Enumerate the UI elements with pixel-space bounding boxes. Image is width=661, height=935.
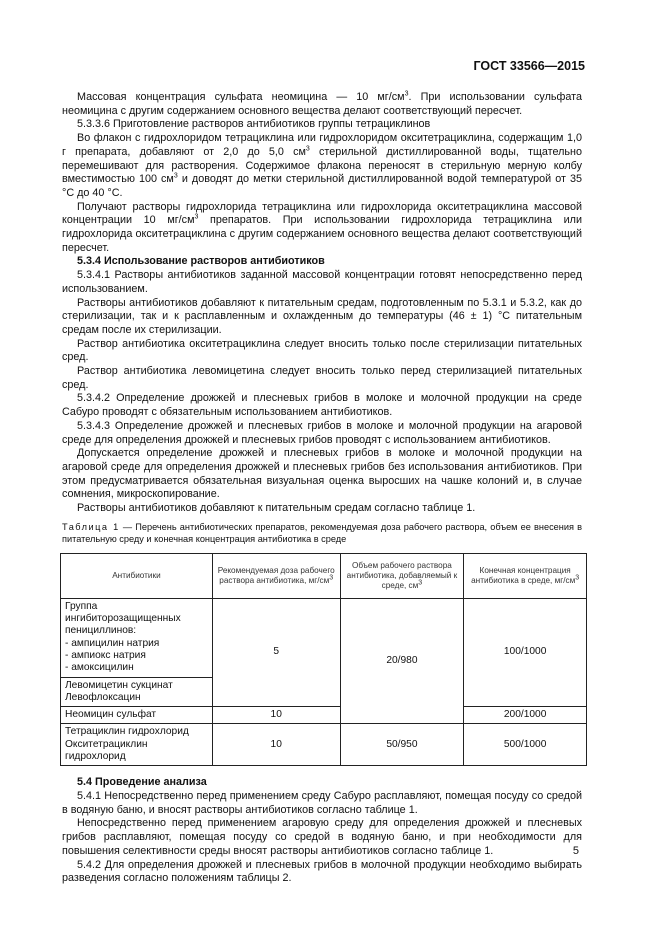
- page-number: 5: [572, 845, 579, 857]
- cell-tetracycline-volume: 50/950: [340, 724, 464, 766]
- cell-tetracycline-dose: 10: [212, 724, 340, 766]
- cell-neomycin: Неомицин сульфат: [61, 707, 213, 724]
- paragraph-5-4-1: 5.4.1 Непосредственно перед применением среду Сабуро расплавляют, помещая посуду со средой в водяную баню, и вносят растворы антибиотиков согласно таблице 1.: [62, 790, 582, 816]
- column-header-concentration: Конечная концентрация антибиотика в среде, $мг/см^3$: [464, 553, 587, 598]
- paragraph-table-reference: Растворы антибиотиков добавляют к питательным средам согласно таблице 1.: [77, 502, 476, 515]
- table-row: [61, 707, 587, 724]
- cell-tetracycline: Тетрациклин гидрохлорид Окситетрациклин гидрохлорид: [61, 724, 213, 766]
- paragraph-without-antibiotics: Допускается определение дрожжей и плесневых грибов в молоке и молочной продукции на агаровой среде для определения дрожжей и плесневых грибов без использования антибиотиков. При этом предусматривается обязательная визуальная оценка выросших на чашке колоний и, в случае сомнения, микроскопирование.: [62, 447, 582, 501]
- document-header: ГОСТ 33566—2015: [473, 59, 585, 73]
- paragraph-flask-preparation: Во флакон с гидрохлоридом тетрациклина или гидрохлоридом окситетрациклина, содержащим 1,0 г препарата, добавляют от 2,0 до 5,0 $см^3$ стерильной дистиллированной воды, тщательно перемешивают для растворения. Содержимое флакона переносят в стерильную мерную колбу вместимостью 100 $см^3$ и доводят до метки стерильной дистиллированной водой температурой от 35 °С до 40 °С.: [62, 132, 582, 199]
- document-body: [62, 91, 582, 886]
- paragraph-levomycetin: Раствор антибиотика левомицетина следует вносить только перед стерилизацией питательных сред.: [62, 365, 582, 391]
- paragraph-agar-melting: Непосредственно перед применением агаровую среду для определения дрожжей и плесневых грибов расплавляют, помещая посуду со средой в водяную баню, и при необходимости для повышения селективности среды вносят растворы антибиотиков согласно таблице 1.: [62, 817, 582, 857]
- paragraph-5-3-4-2: 5.3.4.2 Определение дрожжей и плесневых грибов в молоке и молочной продукции на среде Сабуро проводят с обязательным использованием антибиотиков.: [62, 392, 582, 419]
- paragraph-neomycin-concentration: Массовая концентрация сульфата неомицина — 10 $мг/см^3$. При использовании сульфата неомицина с другим содержанием основного вещества делают соответствующий пересчет.: [62, 90, 582, 117]
- antibiotics-table: [60, 553, 587, 767]
- column-header-volume: Объем рабочего раствора антибиотика, добавляемый к среде, $см^3$: [340, 553, 464, 598]
- table-caption: [62, 521, 582, 546]
- column-header-antibiotics: Антибиотики: [61, 553, 213, 598]
- cell-penicillins: Группа ингибиторозащищенных пенициллинов: - ампицилин натрия - ампиокс натрия - амоксицилин: [61, 598, 213, 677]
- cell-neomycin-conc: 200/1000: [464, 707, 587, 724]
- paragraph-adding-antibiotics: Растворы антибиотиков добавляют к питательным средам, подготовленным по 5.3.1 и 5.3.2, как до стерилизации, так и к расплавленным и охлажденным до температуры (46 ± 1) °С питательным средам после их стерилизации.: [62, 296, 582, 336]
- paragraph-5-3-4-1: 5.3.4.1 Растворы антибиотиков заданной массовой концентрации готовят непосредственно перед использованием.: [62, 269, 582, 295]
- paragraph-tetracycline-solutions: Получают растворы гидрохлорида тетрациклина или гидрохлорида окситетрациклина массовой концентрации 10 $мг/см^3$ препаратов. При использовании гидрохлорида тетрациклина или гидрохлорида окситетрациклина с другим содержанием основного вещества делают соответствующий пересчет.: [62, 200, 582, 254]
- column-header-dose: Рекомендуемая доза рабочего раствора антибиотика, $мг/см^3$: [212, 553, 340, 598]
- heading-5-4: 5.4 Проведение анализа: [77, 776, 207, 789]
- cell-conc-100-1000: 100/1000: [464, 598, 587, 706]
- cell-neomycin-dose: 10: [212, 707, 340, 724]
- table-row: [61, 598, 587, 677]
- heading-5-3-4: 5.3.4 Использование растворов антибиотиков: [77, 255, 325, 268]
- paragraph-5-4-2: 5.4.2 Для определения дрожжей и плесневых грибов в молочной продукции необходимо выбирать разведения согласно положениям таблицы 2.: [62, 858, 582, 885]
- cell-volume-20-980: 20/980: [340, 598, 464, 724]
- subheading-5-3-3-6: 5.3.3.6 Приготовление растворов антибиотиков группы тетрациклинов: [77, 118, 431, 131]
- paragraph-5-3-4-3: 5.3.4.3 Определение дрожжей и плесневых грибов в молоке и молочной продукции на агаровой среде для определения дрожжей и плесневых грибов проводят с использованием антибиотиков.: [62, 419, 582, 446]
- cell-tetracycline-conc: 500/1000: [464, 724, 587, 766]
- table-caption-label: Таблица 1: [62, 521, 120, 532]
- cell-levomycetin: Левомицетин сукцинат Левофлоксацин: [61, 677, 213, 707]
- paragraph-oxytetracycline: Раствор антибиотика окситетрациклина следует вносить только после стерилизации питательных сред.: [62, 337, 582, 364]
- table-row: [61, 724, 587, 766]
- table-header-row: [61, 553, 587, 598]
- table-caption-text: — Перечень антибиотических препаратов, рекомендуемая доза рабочего раствора, объем ее внесения в питательную среду и конечная концентрация антибиотика в среде: [62, 521, 582, 545]
- cell-dose-5: 5: [212, 598, 340, 706]
